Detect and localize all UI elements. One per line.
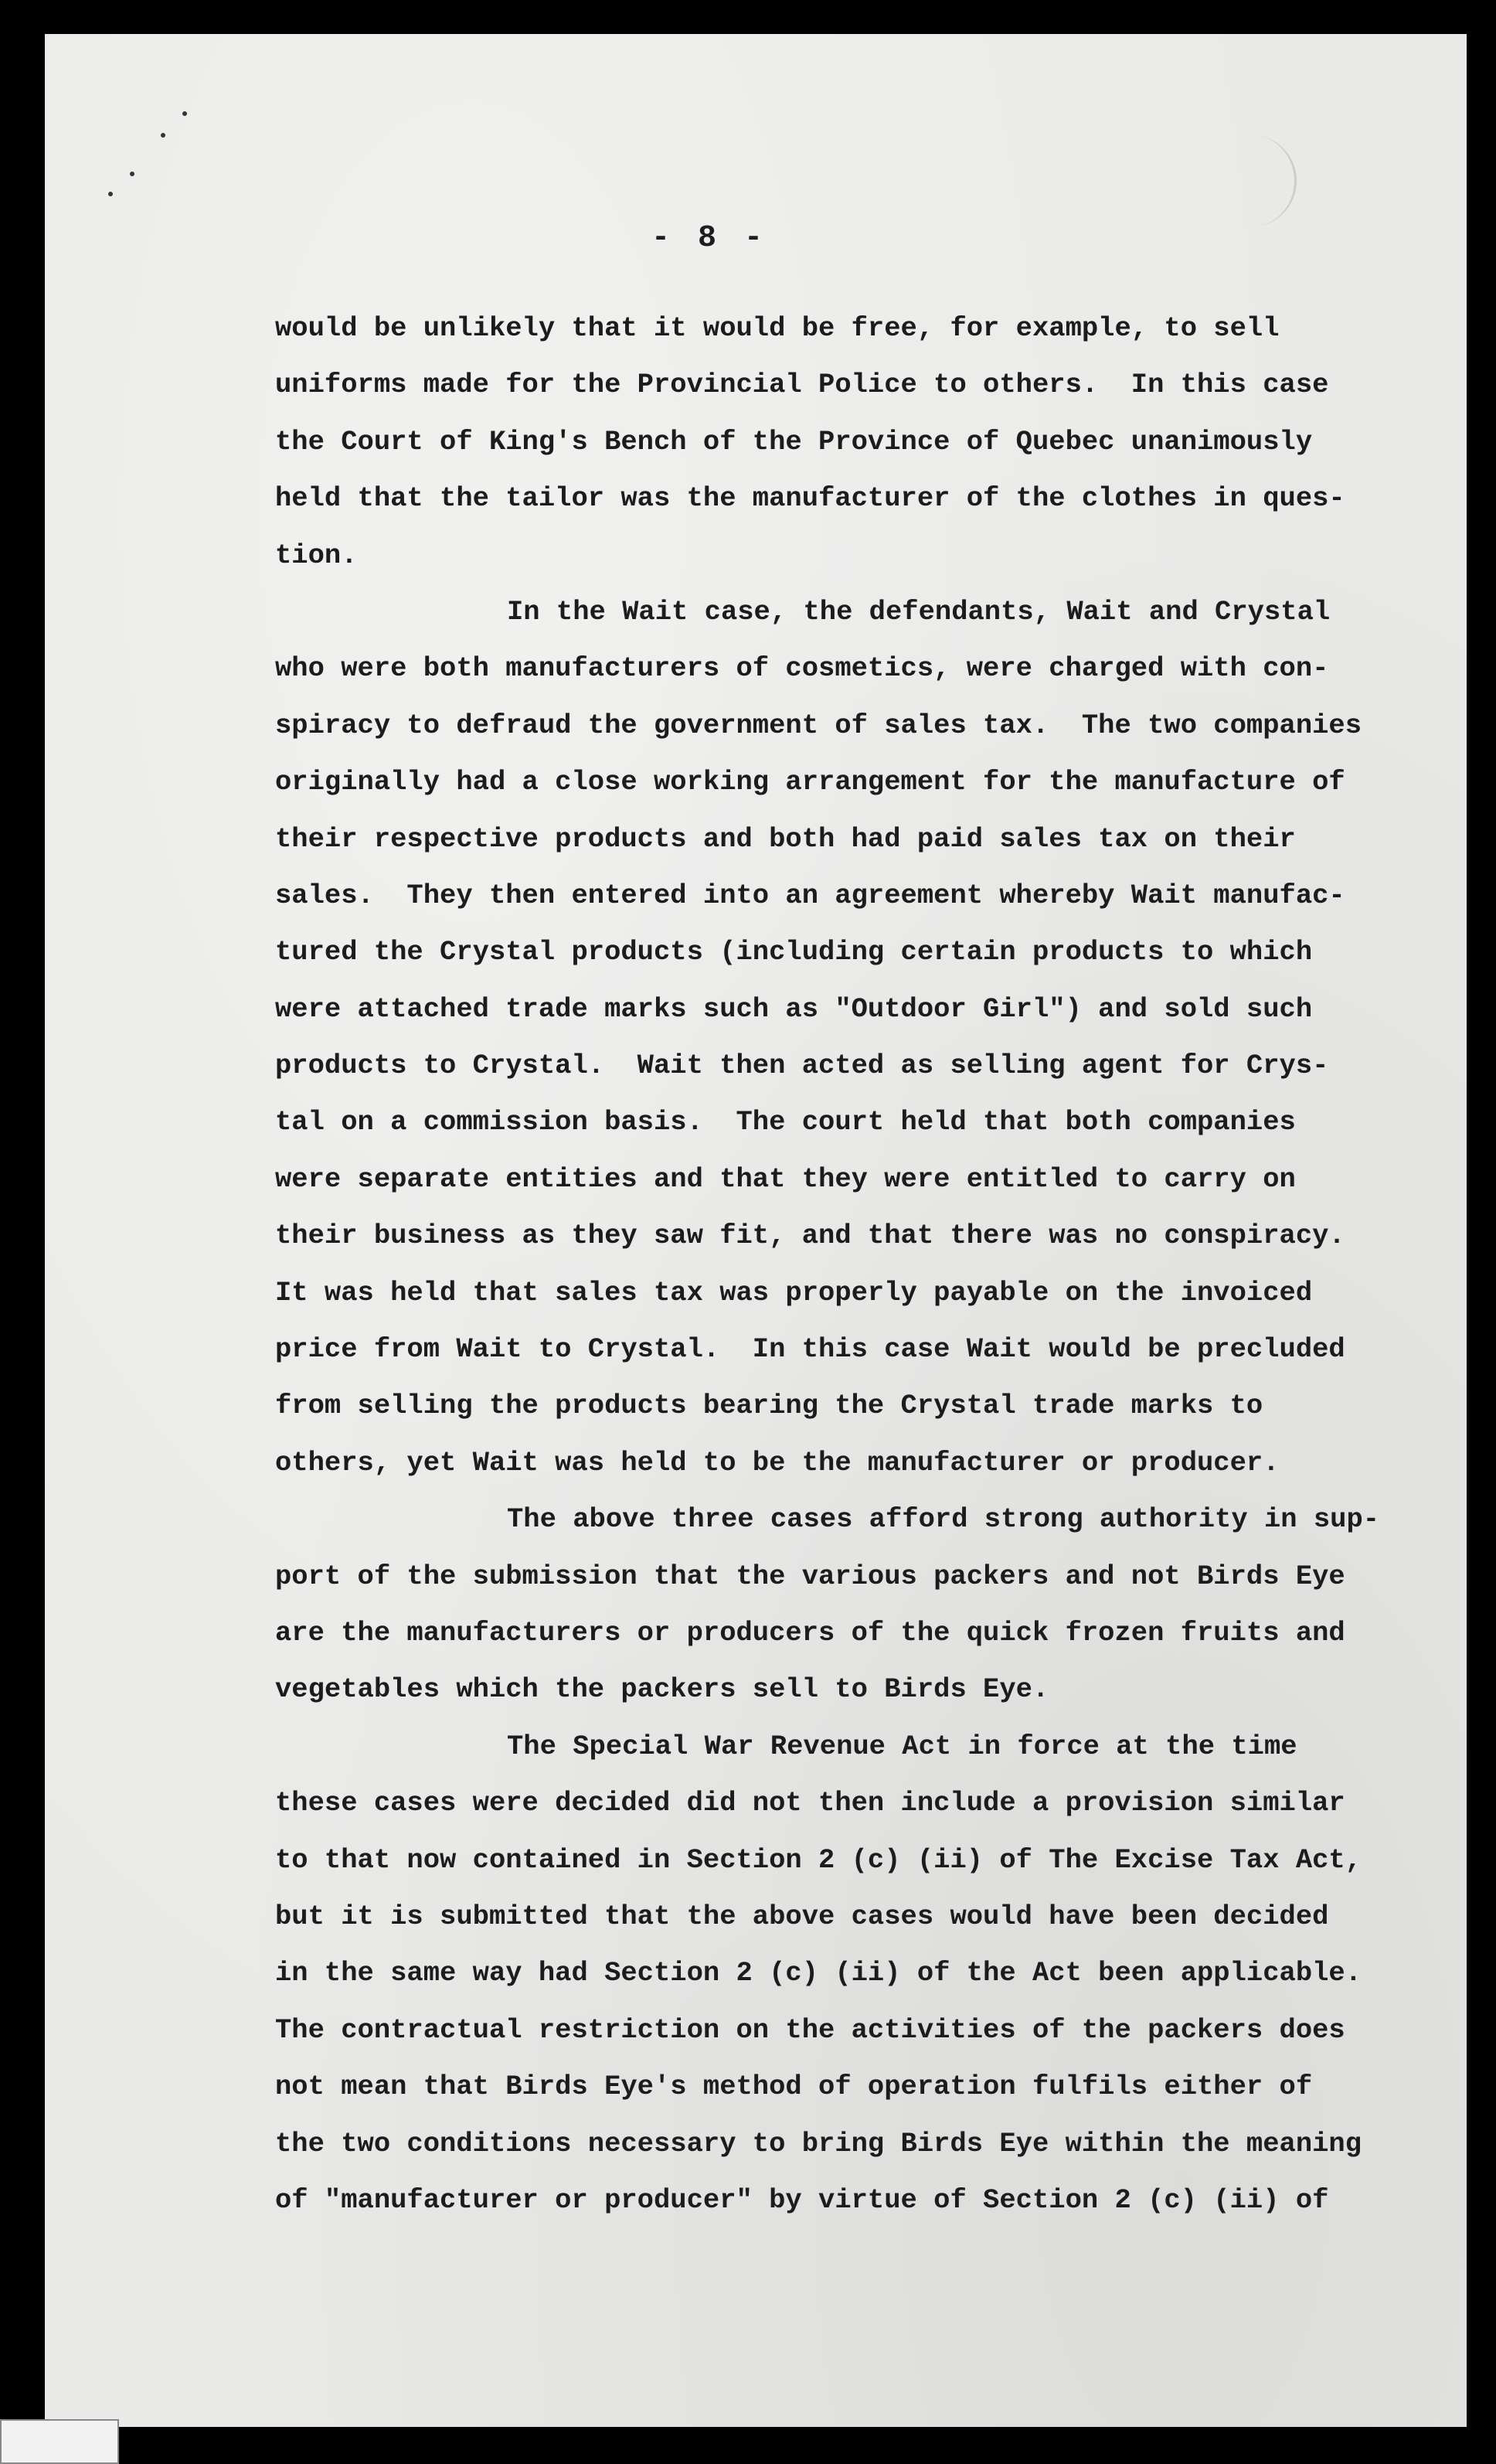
text-line: are the manufacturers or producers of the quick frozen fruits and: [275, 1616, 1345, 1649]
text-line: but it is submitted that the above cases would have been decided: [275, 1900, 1329, 1932]
speck-mark: [161, 133, 165, 138]
text-line: their business as they saw fit, and that there was no conspiracy.: [275, 1220, 1345, 1252]
text-line: who were both manufacturers of cosmetics, were charged with con-: [275, 652, 1329, 685]
text-line: their respective products and both had paid sales tax on their: [275, 822, 1296, 855]
text-line: from selling the products bearing the Crystal trade marks to: [275, 1390, 1263, 1422]
speck-mark: [182, 111, 187, 116]
archive-label-tab: [0, 2419, 119, 2464]
text-line: tured the Crystal products (including certain products to which: [275, 936, 1313, 968]
text-line: held that the tailor was the manufacturer of the clothes in ques-: [275, 482, 1345, 515]
text-line: the Court of King's Bench of the Province of Quebec unanimously: [275, 425, 1313, 458]
text-line: The Special War Revenue Act in force at the time: [507, 1730, 1297, 1762]
text-line: The contractual restriction on the activities of the packers does: [275, 2013, 1345, 2046]
text-line: originally had a close working arrangement for the manufacture of: [275, 766, 1345, 798]
text-line: would be unlikely that it would be free, for example, to sell: [275, 312, 1280, 344]
text-line: It was held that sales tax was properly payable on the invoiced: [275, 1276, 1313, 1309]
text-line: tion.: [275, 539, 358, 571]
text-line: these cases were decided did not then include a provision similar: [275, 1787, 1345, 1819]
speck-mark: [108, 192, 113, 196]
text-line: In the Wait case, the defendants, Wait and Crystal: [507, 595, 1331, 628]
text-line: tal on a commission basis. The court held that both companies: [275, 1106, 1296, 1138]
text-line: others, yet Wait was held to be the manufacturer or producer.: [275, 1446, 1280, 1479]
text-line: the two conditions necessary to bring Birds Eye within the meaning: [275, 2127, 1362, 2159]
text-line: to that now contained in Section 2 (c) (ii) of The Excise Tax Act,: [275, 1843, 1362, 1876]
text-line: were separate entities and that they were entitled to carry on: [275, 1162, 1296, 1195]
text-line: in the same way had Section 2 (c) (ii) of the Act been applicable.: [275, 1957, 1362, 1989]
page-number: - 8 -: [651, 221, 768, 256]
speck-mark: [130, 172, 134, 176]
body-text: [275, 300, 1388, 2228]
text-line: sales. They then entered into an agreement whereby Wait manufac-: [275, 879, 1345, 911]
text-line: uniforms made for the Provincial Police to others. In this case: [275, 369, 1329, 401]
text-line: not mean that Birds Eye's method of operation fulfils either of: [275, 2071, 1313, 2103]
fold-mark: [1248, 134, 1297, 227]
text-line: of "manufacturer or producer" by virtue of Section 2 (c) (ii) of: [275, 2183, 1329, 2216]
text-line: The above three cases afford strong authority in sup-: [507, 1503, 1380, 1536]
text-line: were attached trade marks such as "Outdoor Girl") and sold such: [275, 992, 1313, 1025]
text-line: products to Crystal. Wait then acted as selling agent for Crys-: [275, 1050, 1329, 1082]
text-line: spiracy to defraud the government of sales tax. The two companies: [275, 709, 1362, 741]
text-line: port of the submission that the various packers and not Birds Eye: [275, 1560, 1345, 1592]
text-line: vegetables which the packers sell to Birds Eye.: [275, 1673, 1049, 1706]
text-line: price from Wait to Crystal. In this case Wait would be precluded: [275, 1333, 1345, 1366]
